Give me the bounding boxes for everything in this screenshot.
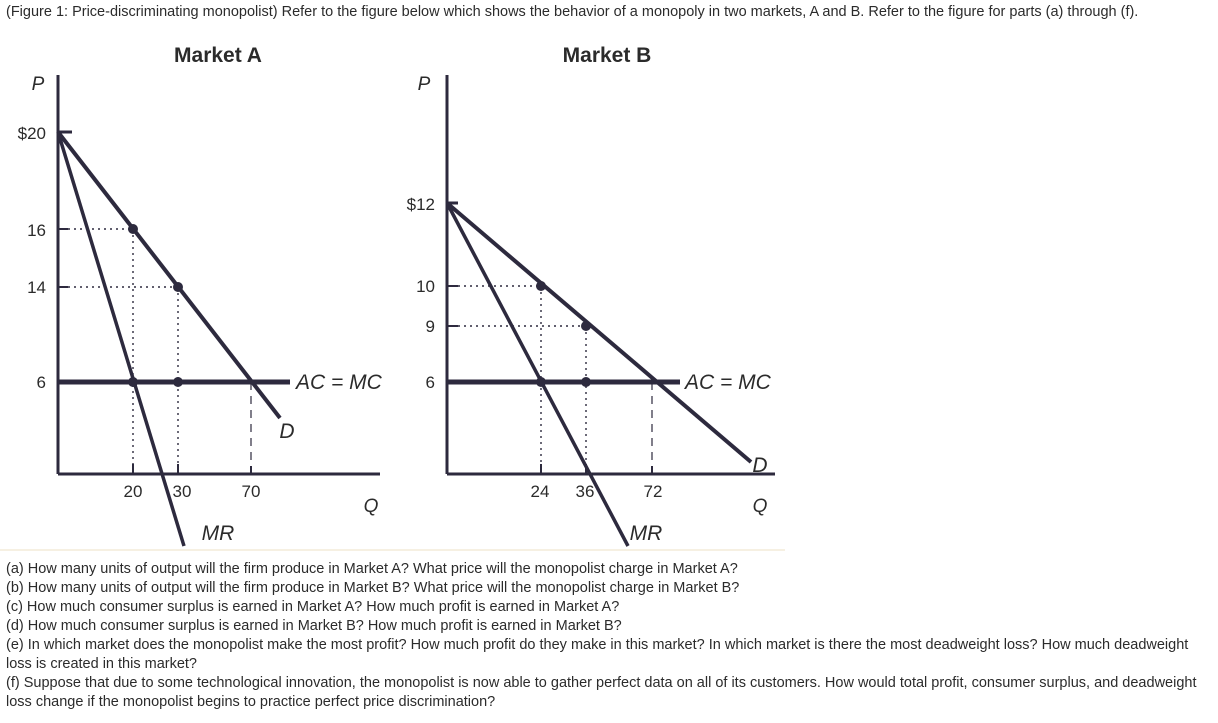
market-a-xtick-label-20: 20 [123,482,143,501]
market-b-ytick-label-10: 10 [416,277,435,296]
market-b-panel [407,44,775,546]
market-a-demand-label: D [279,420,295,443]
market-a-point-price-16 [128,224,138,234]
market-a-xtick-label-30: 30 [172,482,192,501]
market-a-panel [18,44,383,546]
intro-text: (Figure 1: Price-discriminating monopolist) Refer to the figure below which shows the behavior of a monopoly in two markets, A and B. Refer to the figure for parts (a) through (f). [6,4,1139,20]
question-f: (f) Suppose that due to some technological innovation, the monopolist is now able to gather perfect data on all of its customers. How would total profit, consumer surplus, and deadweight loss change if the monopolist begins to practice perfect price discrimination? [6,675,1197,710]
market-b-x-axis-label: Q [752,496,768,517]
market-b-ac-mc-label: AC = MC [685,371,771,394]
question-e: (e) In which market does the monopolist make the most profit? How much profit do they make in this market? In which market is there the most deadweight loss? How much deadweight loss is created in this market? [6,637,1189,672]
question-c: (c) How much consumer surplus is earned in Market A? How much profit is earned in Market A? [6,599,620,615]
market-a-title: Market A [174,44,262,67]
market-a-x-axis-label: Q [363,496,379,517]
market-a-point-mr-mc [128,377,138,387]
market-b-ytick-label-6: 6 [425,373,435,392]
market-b-xtick-label-24: 24 [530,482,550,501]
market-b-point-mr-mc [536,377,546,387]
market-a-y-axis-label: P [31,74,45,95]
market-b-point-36-mc [581,377,591,387]
market-b-mr-label: MR [629,522,663,545]
market-a-xtick-label-70: 70 [241,482,261,501]
market-b-ytick-label-12: $12 [406,195,435,214]
market-b-ytick-label-9: 9 [425,317,435,336]
question-d: (d) How much consumer surplus is earned in Market B? How much profit is earned in Market B? [6,618,622,634]
market-a-ac-mc-label: AC = MC [296,371,382,394]
market-b-y-axis-label: P [417,74,431,95]
market-a-point-price-14 [173,282,183,292]
market-b-demand-curve [447,203,751,462]
market-a-ytick-label-6: 6 [36,373,46,392]
market-b-point-price-9 [581,321,591,331]
questions-list [6,560,1211,712]
market-b-demand-label: D [752,454,768,477]
market-b-title: Market B [562,44,652,67]
market-a-ytick-label-16: 16 [27,221,46,240]
market-a-mr-label: MR [201,522,235,545]
market-b-xtick-label-36: 36 [575,482,595,501]
market-a-ytick-label-20: $20 [17,124,46,143]
market-a-demand-curve [58,132,280,418]
market-b-point-price-10 [536,281,546,291]
market-a-ytick-label-14: 14 [27,278,46,297]
question-a: (a) How many units of output will the firm produce in Market A? What price will the monopolist charge in Market A? [6,561,738,577]
question-b: (b) How many units of output will the firm produce in Market B? What price will the monopolist charge in Market B? [6,580,740,596]
market-a-point-30-mc [173,377,183,387]
monopoly-figure [0,40,800,552]
market-b-xtick-label-72: 72 [643,482,663,501]
market-a-mr-curve [58,132,184,546]
